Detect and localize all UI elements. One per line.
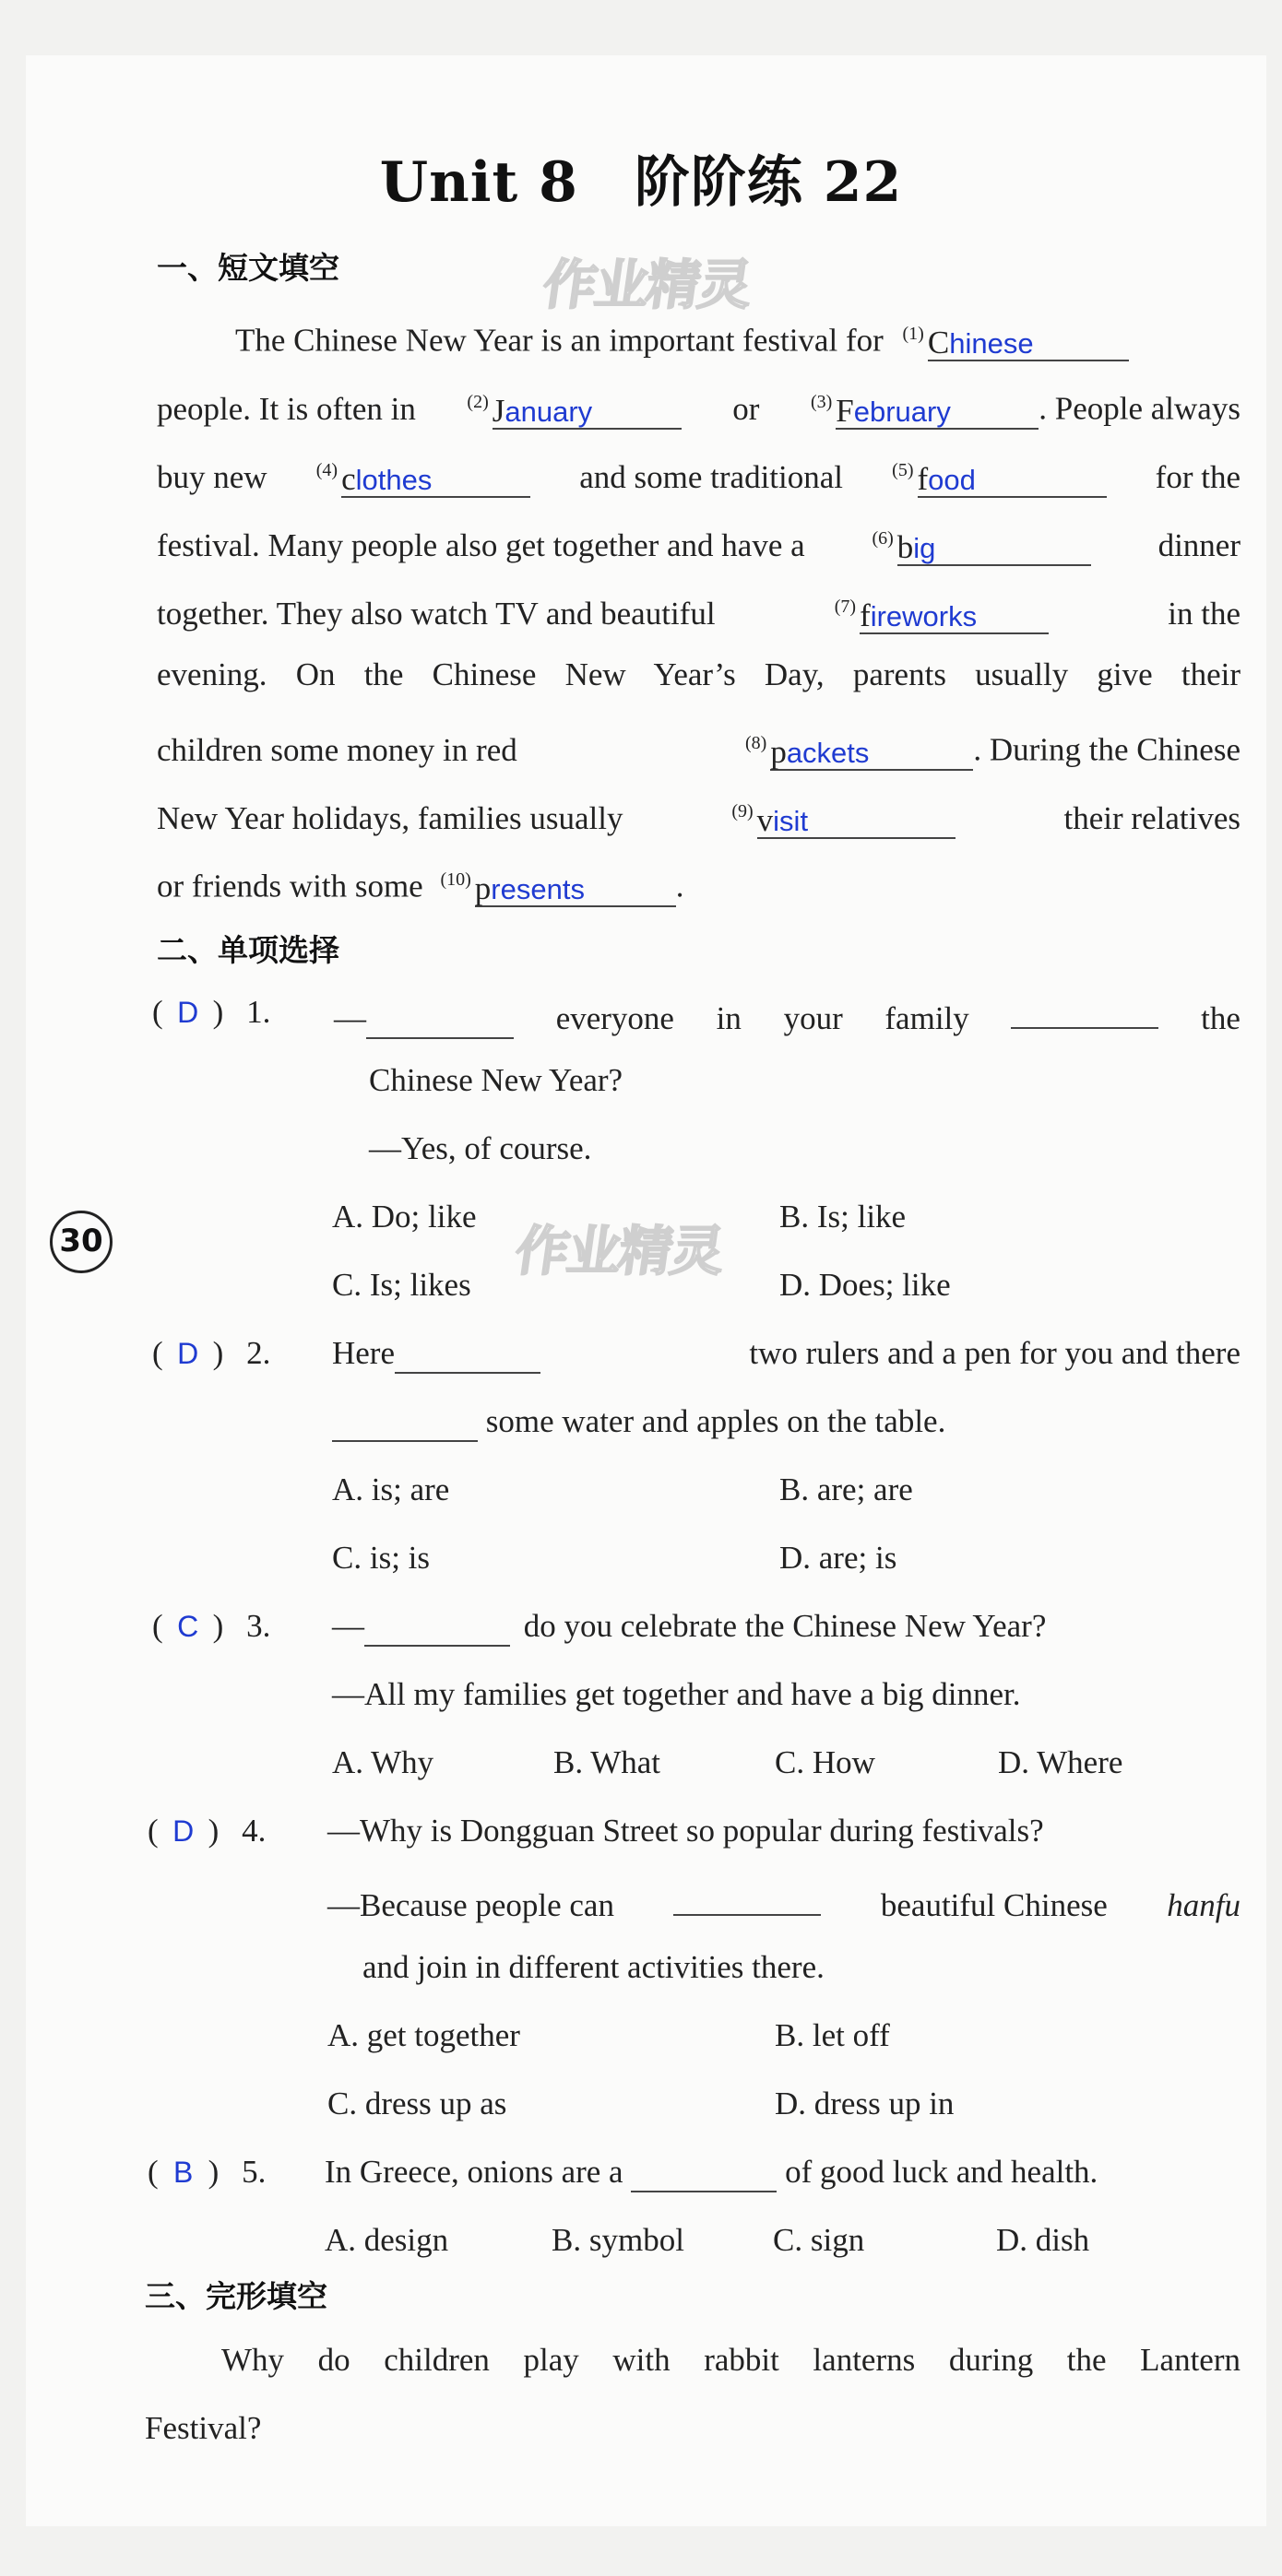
option-b[interactable]: B. let off [775, 2017, 890, 2053]
choice-answer[interactable]: D [172, 1814, 195, 1848]
choice-answer[interactable]: B [172, 2156, 194, 2189]
answer-blank[interactable]: packets [770, 732, 973, 771]
option-a[interactable]: A. Why [332, 1744, 434, 1780]
passage-line: together. They also watch TV and beautiful $^{(7)}$ fireworks in the [157, 595, 1240, 633]
option-a[interactable]: A. is; are [332, 1471, 450, 1507]
answer-paren: ( D ) 2. [152, 1333, 270, 1374]
question-line: and join in different activities there. [362, 1949, 825, 1985]
option-b[interactable]: B. Is; like [779, 1199, 907, 1235]
passage-line: buy new $^{(4)}$ clothes and some traditional $^{(5)}$ food for the [157, 458, 1240, 497]
passage-line: or friends with some $^{(10)}$ presents . [157, 868, 684, 906]
answer-blank[interactable]: food [918, 459, 1107, 498]
option-d[interactable]: D. Does; like [779, 1267, 951, 1303]
option-a[interactable]: A. get together [327, 2017, 520, 2053]
passage-line: Festival? [145, 2410, 262, 2446]
option-b[interactable]: B. symbol [552, 2222, 684, 2258]
option-d[interactable]: D. dish [996, 2222, 1090, 2258]
question-line: — do you celebrate the Chinese New Year? [332, 1606, 1046, 1647]
choice-answer[interactable]: D [177, 1337, 199, 1370]
watermark: 作业精灵 [511, 1220, 728, 1282]
question-blank[interactable] [395, 1337, 540, 1374]
page-title: Unit 8 阶阶练 22 [379, 150, 903, 215]
option-a[interactable]: A. Do; like [332, 1199, 477, 1235]
question-blank[interactable] [366, 1002, 514, 1039]
question-line: —All my families get together and have a big dinner. [332, 1676, 1021, 1712]
answer-paren: ( D ) 4. [148, 1811, 266, 1851]
answer-blank[interactable]: big [897, 527, 1091, 566]
question-blank[interactable] [364, 1610, 510, 1647]
question-blank[interactable] [332, 1405, 478, 1442]
choice-answer[interactable]: C [177, 1610, 199, 1643]
choice-answer[interactable]: D [177, 996, 199, 1029]
question-line: —Why is Dongguan Street so popular during festivals? [327, 1813, 1044, 1849]
section-heading: 三、完形填空 [145, 2278, 327, 2314]
answer-blank[interactable]: Chinese [928, 323, 1129, 361]
option-c[interactable]: C. Is; likes [332, 1267, 471, 1303]
answer-blank[interactable]: February [836, 391, 1039, 430]
passage-line: people. It is often in $^{(2)}$ January or $^{(3)}$ February . People always [157, 390, 1240, 429]
answer-blank[interactable]: January [493, 391, 682, 430]
passage-line: evening. On the Chinese New Year’s Day, parents usually give their [157, 656, 1240, 692]
question-line: some water and apples on the table. [332, 1401, 945, 1442]
question-line: —Yes, of course. [369, 1130, 592, 1166]
option-c[interactable]: C. sign [773, 2222, 865, 2258]
option-d[interactable]: D. Where [998, 1744, 1123, 1780]
answer-blank[interactable]: visit [757, 800, 956, 839]
option-c[interactable]: C. is; is [332, 1540, 431, 1576]
option-b[interactable]: B. What [553, 1744, 661, 1780]
question-line: Chinese New Year? [369, 1062, 623, 1098]
question-blank[interactable] [631, 2156, 777, 2192]
question-line: Here two rulers and a pen for you and there [332, 1333, 1240, 1374]
passage-line: New Year holidays, families usually $^{(9)}$ visit their relatives [157, 799, 1240, 838]
answer-blank[interactable]: clothes [341, 459, 530, 498]
option-c[interactable]: C. How [775, 1744, 875, 1780]
passage-line: festival. Many people also get together and have a $^{(6)}$ big dinner [157, 526, 1240, 565]
answer-paren: ( C ) 3. [152, 1606, 270, 1647]
option-d[interactable]: D. are; is [779, 1540, 897, 1576]
passage-line: children some money in red $^{(8)}$ packets . During the Chinese [157, 731, 1240, 770]
answer-blank[interactable]: presents [475, 869, 676, 907]
answer-blank[interactable]: fireworks [860, 596, 1049, 634]
answer-paren: ( B ) 5. [148, 2152, 266, 2192]
question-line: In Greece, onions are a of good luck and health. [325, 2152, 1098, 2192]
section-heading: 二、单项选择 [157, 932, 339, 968]
option-a[interactable]: A. design [325, 2222, 449, 2258]
passage-line: The Chinese New Year is an important festival for $^{(1)}$ Chinese [235, 313, 1129, 361]
option-d[interactable]: D. dress up in [775, 2086, 955, 2121]
option-c[interactable]: C. dress up as [327, 2086, 507, 2121]
question-blank[interactable] [1011, 992, 1158, 1029]
page-number: 30 [50, 1211, 113, 1273]
question-line: —Because people can beautiful Chinese hanfu [327, 1879, 1240, 1926]
passage-line: Why do children play with rabbit lanterns during the Lantern [221, 2342, 1240, 2378]
option-b[interactable]: B. are; are [779, 1471, 913, 1507]
question-blank[interactable] [673, 1879, 821, 1916]
section-heading: 一、短文填空 [157, 250, 339, 286]
watermark: 作业精灵 [539, 254, 755, 316]
question-line: — everyone in your family the [334, 992, 1240, 1039]
answer-paren: ( D ) 1. [152, 992, 270, 1033]
